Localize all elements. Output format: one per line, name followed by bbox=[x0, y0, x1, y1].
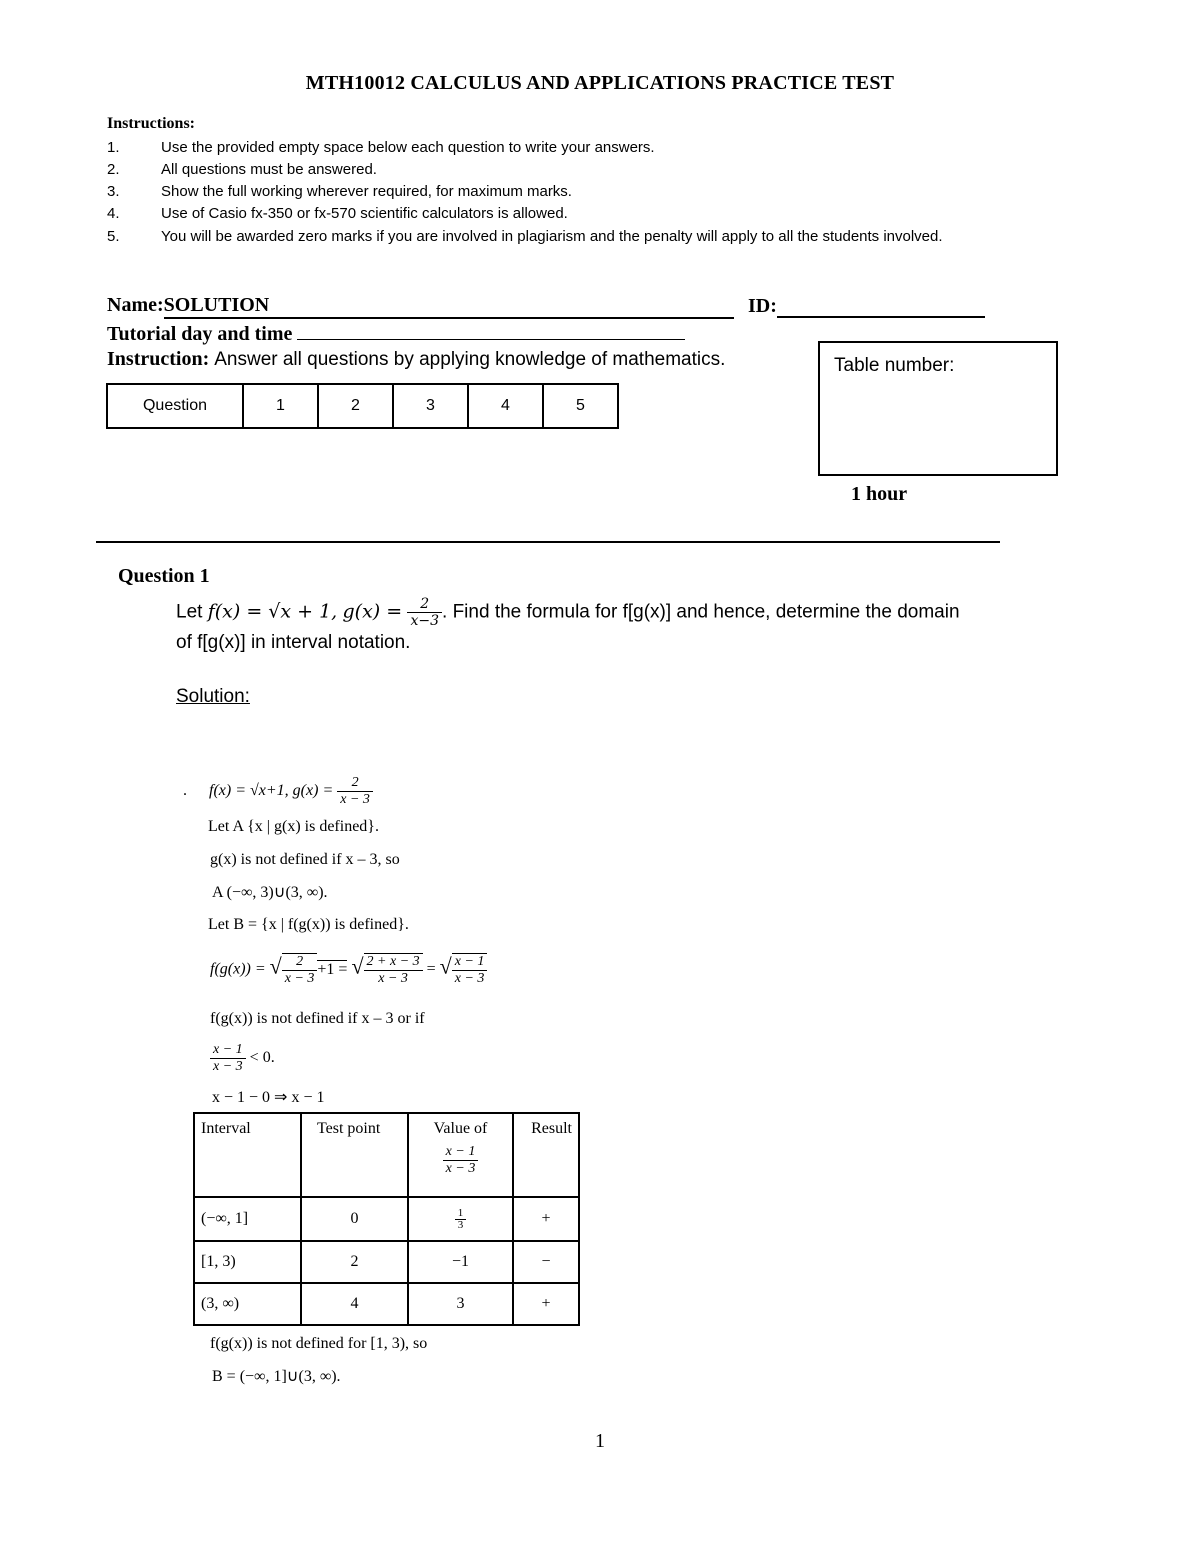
value-cell bbox=[408, 1197, 513, 1241]
work-text: f(g(x)) = bbox=[210, 960, 266, 978]
work-fraction bbox=[337, 775, 373, 808]
instruction-body: Answer all questions by applying knowledge of mathematics. bbox=[214, 349, 726, 370]
work-line-2: Let A {x | g(x) is defined}. bbox=[208, 818, 379, 835]
question-number-cell: 3 bbox=[393, 384, 468, 428]
fraction-numerator: 2 + x − 3 bbox=[364, 954, 423, 971]
question-1-title: Question 1 bbox=[118, 565, 210, 587]
interval-cell: (3, ∞) bbox=[194, 1283, 301, 1325]
id-field bbox=[748, 294, 985, 318]
question-let: Let bbox=[176, 601, 203, 623]
fraction-numerator: 2 bbox=[407, 596, 442, 613]
question-number-cell: 2 bbox=[318, 384, 393, 428]
result-cell: + bbox=[513, 1283, 579, 1325]
fraction-numerator: 2 bbox=[337, 775, 373, 792]
fraction-denominator: x − 3 bbox=[445, 1161, 476, 1176]
instruction-text: Show the full working wherever required, for maximum marks. bbox=[161, 183, 572, 200]
bullet: . bbox=[183, 782, 187, 800]
fraction-denominator: x − 3 bbox=[454, 971, 485, 986]
instruction-number: 5. bbox=[107, 228, 120, 245]
instruction-number: 4. bbox=[107, 205, 120, 222]
work-line-7: f(g(x)) is not defined if x – 3 or if bbox=[210, 1010, 425, 1027]
work-fraction bbox=[282, 953, 318, 987]
instruction-line bbox=[107, 348, 725, 371]
work-line-5: Let B = {x | f(g(x)) is defined}. bbox=[208, 916, 409, 933]
solution-label: Solution: bbox=[176, 686, 250, 707]
page-number: 1 bbox=[595, 1430, 605, 1452]
tutorial-blank bbox=[297, 321, 685, 340]
instruction-text: All questions must be answered. bbox=[161, 161, 377, 178]
fraction-denominator: x−3 bbox=[410, 613, 440, 629]
question-g-def: g(x) = bbox=[342, 600, 403, 623]
instruction-text: Use of Casio fx-350 or fx-570 scientific calculators is allowed. bbox=[161, 205, 568, 222]
work-text: +1 = bbox=[317, 960, 348, 978]
duration-label: 1 hour bbox=[851, 483, 908, 505]
tutorial-field bbox=[107, 321, 685, 346]
tutorial-label: Tutorial day and time bbox=[107, 323, 293, 345]
fraction-numerator: 1 bbox=[455, 1208, 467, 1220]
question-header-cell: Question bbox=[107, 384, 243, 428]
question-1-text bbox=[176, 596, 960, 629]
instruction-number: 1. bbox=[107, 139, 120, 156]
table-number-box bbox=[818, 341, 1058, 476]
fraction-denominator: x − 3 bbox=[378, 971, 408, 986]
work-line-3: g(x) is not defined if x – 3, so bbox=[210, 851, 400, 868]
work-line-1 bbox=[183, 775, 373, 808]
interval-cell: [1, 3) bbox=[194, 1241, 301, 1283]
interval-table bbox=[193, 1112, 580, 1326]
value-fraction bbox=[443, 1144, 479, 1177]
work-text: < 0. bbox=[249, 1049, 275, 1067]
instruction-number: 2. bbox=[107, 161, 120, 178]
test-point-cell: 0 bbox=[301, 1197, 408, 1241]
instructions-heading: Instructions: bbox=[107, 115, 196, 132]
work-fraction bbox=[210, 1042, 246, 1075]
name-label: Name: bbox=[107, 294, 164, 316]
work-line-6: f(g(x)) = √ $\frac{2}{x - 3}$ +1 = √ $\frac{2 + x - 3}{x - 3}$ = √ $\frac{x - 1}{x - 3}$ bbox=[210, 953, 487, 987]
interval-header: Interval bbox=[194, 1113, 301, 1197]
work-line-8 bbox=[210, 1042, 275, 1075]
work-text: = bbox=[426, 960, 436, 978]
id-label: ID: bbox=[748, 295, 777, 317]
interval-cell: (−∞, 1] bbox=[194, 1197, 301, 1241]
page-title: MTH10012 CALCULUS AND APPLICATIONS PRACTICE TEST bbox=[305, 72, 895, 94]
result-cell: − bbox=[513, 1241, 579, 1283]
instruction-number: 3. bbox=[107, 183, 120, 200]
instruction-text: Use the provided empty space below each question to write your answers. bbox=[161, 139, 655, 156]
fraction-denominator: x − 3 bbox=[284, 971, 315, 986]
fraction-numerator: x − 1 bbox=[443, 1144, 479, 1161]
question-number-cell: 4 bbox=[468, 384, 543, 428]
value-of-header bbox=[408, 1113, 513, 1197]
work-fraction bbox=[364, 953, 423, 987]
table-number-label: Table number: bbox=[834, 355, 955, 376]
test-point-header: Test point bbox=[301, 1113, 408, 1197]
result-header: Result bbox=[513, 1113, 579, 1197]
fraction-denominator: 3 bbox=[457, 1218, 464, 1231]
value-fraction bbox=[455, 1208, 467, 1231]
value-of-label: Value of bbox=[433, 1120, 488, 1137]
fraction-numerator: x − 1 bbox=[452, 954, 488, 971]
name-field bbox=[107, 294, 734, 319]
work-line-10: f(g(x)) is not defined for [1, 3), so bbox=[210, 1335, 428, 1352]
work-line-11: B = (−∞, 1]∪(3, ∞). bbox=[212, 1368, 341, 1385]
id-blank bbox=[777, 294, 985, 318]
instruction-text: You will be awarded zero marks if you are involved in plagiarism and the penalty will apply to all the students involved. bbox=[161, 228, 943, 245]
fraction-denominator: x − 3 bbox=[340, 792, 370, 807]
fraction-numerator: 2 bbox=[282, 954, 318, 971]
value-cell: 3 bbox=[408, 1283, 513, 1325]
result-cell: + bbox=[513, 1197, 579, 1241]
test-point-cell: 4 bbox=[301, 1283, 408, 1325]
value-cell: −1 bbox=[408, 1241, 513, 1283]
question-1-text-line2: of f[g(x)] in interval notation. bbox=[176, 632, 411, 653]
test-point-cell: 2 bbox=[301, 1241, 408, 1283]
fraction-denominator: x − 3 bbox=[213, 1059, 243, 1074]
question-number-cell: 1 bbox=[243, 384, 318, 428]
question-marks-table bbox=[106, 383, 619, 429]
work-text: f(x) = √x+1, g(x) = bbox=[209, 782, 334, 800]
work-line-4: A (−∞, 3)∪(3, ∞). bbox=[212, 884, 328, 901]
question-find-text: . Find the formula for f[g(x)] and hence, determine the domain bbox=[442, 601, 960, 623]
question-number-cell: 5 bbox=[543, 384, 618, 428]
instruction-label: Instruction: bbox=[107, 348, 210, 370]
question-g-fraction bbox=[407, 596, 442, 629]
fraction-numerator: x − 1 bbox=[210, 1042, 246, 1059]
work-line-9: x − 1 − 0 ⇒ x − 1 bbox=[212, 1089, 325, 1106]
work-fraction bbox=[452, 953, 488, 987]
name-value: SOLUTION bbox=[164, 294, 734, 319]
question-f-def: f(x) = √x + 1, bbox=[207, 600, 338, 623]
divider bbox=[96, 541, 1000, 543]
